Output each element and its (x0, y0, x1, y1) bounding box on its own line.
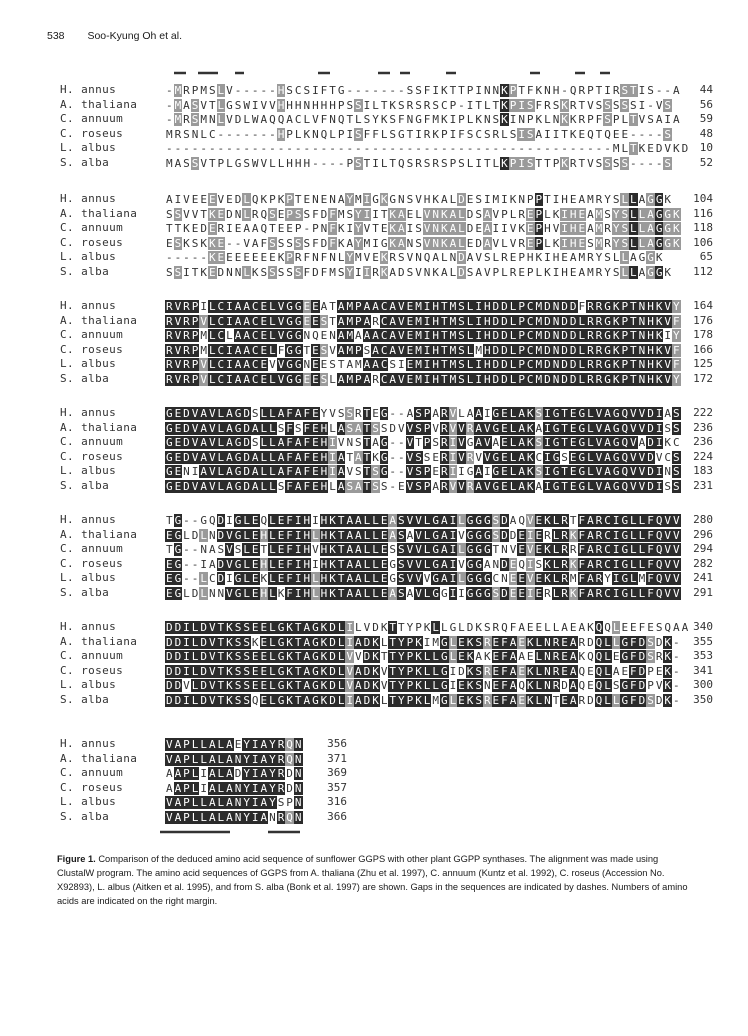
residue-count: 355 (693, 634, 713, 648)
species-name: L. albus (60, 795, 117, 808)
residue-count: 236 (693, 420, 713, 434)
species-name: C. roseus (60, 556, 124, 570)
residue-count: 350 (693, 692, 713, 706)
sequence: T G - - G Q D I G L E Q L E F I H I H K T A A L L E A S V V L G A I L G G G S D A Q V E K L R T F A R C I G L L F Q V V (165, 514, 680, 527)
species-name: H. annus (60, 406, 117, 419)
residue-count: 371 (327, 751, 347, 765)
species-name: L. albus (60, 571, 117, 584)
species-name: C. roseus (60, 780, 124, 794)
residue-count: 172 (693, 371, 713, 385)
residue-count: 366 (327, 809, 347, 823)
species-name: A. thaliana (60, 751, 138, 765)
residue-count: 231 (693, 478, 713, 492)
residue-count: 166 (693, 342, 713, 356)
residue-count: 282 (693, 556, 713, 570)
caption-text: Comparison of the deduced amino acid sequence of sunflower GGPS with other plant GGPP synthases. The alignment was made using ClustalW program. The amino acid sequences of GGPS from A. thaliana (Zhu et al. 1997), C. annuum (Kuntz et al. 1992), C. roseus (Accession No. X92893), L. albus (Aitken et al. 1995), and from S. alba (Bonk et al. 1997) are shown. Gaps in the sequences are indicated by dashes. Numbers of amino acids are indicated on the right margin. (57, 854, 688, 906)
sequence: T G - - N A S V S L E T L E F I H V H K T A A L L E S S V V L G A I L G G G T N V E V E K L R R F A R C I G L L F Q V V (165, 543, 680, 556)
residue-count: 356 (327, 737, 347, 750)
residue-count: 56 (699, 97, 713, 111)
residue-count: 183 (693, 464, 713, 477)
sequence: D D I L D V T K S S E E L G K T A G K D L V V D K T T Y P K L L G L E K A K E F A A E L N R E A K Q Q L E G F D S R K - (165, 650, 680, 663)
species-name: C. annuum (60, 328, 124, 341)
sequence: D D V L D V T K S S E E L G K T A G K D L V A D K V T Y P K L L G I E K S N E F A Q K L N R D A Q E Q L S G F D P V K - (165, 679, 680, 692)
species-name: L. albus (60, 141, 117, 154)
species-name: S. alba (60, 692, 110, 706)
caption-label: Figure 1. (57, 854, 96, 864)
residue-count: 369 (327, 766, 347, 779)
sequence: - - - - - - - - - - - - - - - - - - - - - - - - - - - - - - - - - - - - - - - - - - - - - - - - - - - - M L T K E D V K D (165, 142, 689, 155)
residue-count: 52 (699, 155, 713, 169)
sequence: E G - - L C D I G L E K L E F I H L H K T A A L L E G S V V V G A I L G G G C N E E V E K L R M F A R Y I G L M F Q V V (165, 572, 680, 585)
species-name: S. alba (60, 809, 110, 823)
species-name: H. annus (60, 620, 117, 633)
sequence: D D I L D V T K S S E E L G K T A G K D L V A D K V T Y P K L L G I D K S R E F A E K L N R E A Q E Q L A E F D P E K - (165, 664, 680, 678)
species-name: C. annuum (60, 435, 124, 448)
species-name: H. annus (60, 192, 117, 205)
residue-count: 341 (693, 663, 713, 677)
residue-count: 10 (699, 141, 713, 154)
sequence: E G L D L N D V G L E H L E F I H L H K T A A L L E A S A V L G A I V G G G S D D E I E R L R K F A R C I G L L F Q V V (165, 528, 680, 542)
species-name: L. albus (60, 357, 117, 370)
species-name: C. annuum (60, 766, 124, 779)
residue-count: 357 (327, 780, 347, 794)
sequence: A A P L I A L A D Y I A Y R D N (165, 767, 302, 780)
residue-count: 300 (693, 678, 713, 691)
residue-count: 106 (693, 235, 713, 249)
residue-count: 104 (693, 192, 713, 205)
species-name: S. alba (60, 585, 110, 599)
residue-count: 59 (699, 112, 713, 125)
species-name: S. alba (60, 155, 110, 169)
species-name: H. annus (60, 737, 117, 750)
figure-caption (57, 852, 697, 908)
sequence: G E N I A V L A G D A L L A F A F E H I A V S T S G - - V S P E R I I G A I G E L A K S I G T E G L V A G Q V V D I N S (165, 465, 680, 478)
species-name: C. annuum (60, 542, 124, 555)
species-name: C. roseus (60, 235, 124, 249)
species-name: A. thaliana (60, 97, 138, 111)
sequence: M A S S V T P L G S W V L L H H H - - - - P S T I L T Q S R S R S P S L I T L K P I S T T P K R T V S S S S - - - - S (165, 156, 672, 170)
sequence: R V R P V L C I A A C E V V G G N E E S T A M A A C S I E M I H T M S L I H D D L P C M D N D D L R R G K P T N H K V F (165, 358, 680, 371)
sequence: V A P L L A L A N Y I A N R Q N (165, 810, 302, 824)
species-name: A. thaliana (60, 527, 138, 541)
residue-count: 65 (699, 250, 713, 263)
residue-count: 118 (693, 221, 713, 234)
species-name: H. annus (60, 83, 117, 96)
species-name: H. annus (60, 299, 117, 312)
sequence: R V R P V L C I A A C E L V G G E E S L A M P A R C A V E M I H T M S L I H D D L P C M D N D D L R R G K P T N H K V Y (165, 372, 680, 386)
sequence: D D I L D V T K S S Q E L G K T A G K D L I A D K L T Y P K L M G L E K S R E F A E K L N T E A R D Q L L G F D S D K - (165, 693, 680, 707)
species-name: S. alba (60, 371, 110, 385)
sequence: S S I T K E D N N L K S S S S S F D F M S Y I I R K A D S V N K A L D S A V P L R E P L K I H E A M R Y S L L A G G K (165, 265, 672, 279)
species-name: A. thaliana (60, 206, 138, 220)
species-name: C. annuum (60, 221, 124, 234)
species-name: S. alba (60, 264, 110, 278)
sequence: V A P L L A L A N Y I A Y S P N (165, 796, 302, 809)
residue-count: 125 (693, 357, 713, 370)
residue-count: 224 (693, 449, 713, 463)
species-name: L. albus (60, 678, 117, 691)
sequence: V A P L L A L A E Y I A Y R Q N (165, 738, 302, 751)
residue-count: 116 (693, 206, 713, 220)
sequence: - M R P M S L V - - - - - H S C S I F T G - - - - - - - S S F I K T T P I N N K P T F K N H - Q R P T I R S T I S - - A (165, 84, 680, 97)
sequence: R V R P I L C I A A C E L V G G E E A T A M P A A C A V E M I H T M S L I H D D L P C M D N D D F R R G K P T N H K V Y (165, 300, 680, 313)
sequence: G E D V A V L A G D A L L S F A F E H L A S A T S S - E V S P A R V V R A V G E L A K A I G T E G L V A G Q V V D I S S (165, 479, 680, 493)
residue-count: 316 (327, 795, 347, 808)
page-number: 538 (47, 30, 65, 42)
sequence: E S K S K K E - - V A F S S S S S F D F K A Y M I G K A N S V N K A L E D A V L V R E P L K I H E S M R Y S L L A G G K (165, 236, 680, 250)
species-name: A. thaliana (60, 313, 138, 327)
species-name: C. roseus (60, 449, 124, 463)
residue-count: 48 (699, 126, 713, 140)
residue-count: 164 (693, 299, 713, 312)
sequence: S S V V T K E D N L R Q S E P S S F D F M S Y I I T K A E L V N K A L D S A V P L R E P L K I H E A M S Y S L L A G G K (165, 207, 680, 221)
sequence: G E D V A V L A G D A L L S F S F E H L A S A T S S D V V S P V R V V R A V G E L A K A I G T E G L V A G Q V V D I S S (165, 421, 680, 435)
species-name: S. alba (60, 478, 110, 492)
species-name: C. annuum (60, 649, 124, 662)
residue-count: 294 (693, 542, 713, 555)
residue-count: 296 (693, 527, 713, 541)
sequence: A A P L I A L A N Y I A Y R D N (165, 781, 302, 795)
species-name: A. thaliana (60, 420, 138, 434)
species-name: A. thaliana (60, 634, 138, 648)
residue-count: 112 (693, 264, 713, 278)
sequence: M R S N L C - - - - - - - H P L K N Q L P I S F F L S G T I R K P I F S C S R L S I S A I I T K E Q T Q E E - - - - S (165, 127, 672, 141)
sequence: G E D V A V L A G D S L L A F A F E Y V S S R T E G - - A S P A R V L A A I G E L A K S I G T E G L V A G Q V V D I A S (165, 407, 680, 420)
residue-count: 178 (693, 328, 713, 341)
sequence: G E D V A V L A G D A L L A F A F E H I A T A T K G - - V S S E R I V R V V G E L A K C I G S E G L V A G Q V V D V C S (165, 450, 680, 464)
residue-count: 222 (693, 406, 713, 419)
residue-count: 353 (693, 649, 713, 662)
sequence: - - - - - K E E E E E E E K P R F N F N L Y M V E K R S V N Q A L N D A V S L R E P H K I H E A M R Y S L L A G G K (165, 251, 663, 264)
sequence: G E D V A V L A G D S L L A F A F E H I V N S T A G - - V T P S R I V G A V A E L A K S I G T E G L V A G Q V A D I K C (165, 436, 680, 449)
sequence: D D I L D V T K S S K E L G K T A G K D L I A D K L T Y P K I M G L E K S R E F A E K L N R E A R D Q L L G F D S D K - (165, 635, 680, 649)
sequence: E G - - I A D V G L E H L E F I H I H K T A A L L E G S V V L G A I V G G A N D E Q I S K L R K F A R C I G L L F Q V V (165, 557, 680, 571)
residue-count: 291 (693, 585, 713, 599)
residue-count: 236 (693, 435, 713, 448)
residue-count: 44 (699, 83, 713, 96)
sequence: E G L D L N N V G L E H L K F I H L H K T A A L L E A S A V L G G I I G G G S D E E I E R L R K F A R C I G L L F Q V V (165, 586, 680, 600)
residue-count: 241 (693, 571, 713, 584)
species-name: L. albus (60, 250, 117, 263)
species-name: C. roseus (60, 663, 124, 677)
species-name: C. roseus (60, 342, 124, 356)
sequence: A I V E E E V E D L Q K P K P T E N E N A Y M I G K G N S V H K A L D E S I M I K N P P T I H E A M R Y S L L A G G K (165, 193, 672, 206)
species-name: C. roseus (60, 126, 124, 140)
sequence: R V R P M L C I A A C E L F G G T E S V A M P S A C A V E M I H T M S L M H D D L P C M D N D D L R R G K P T N H K V F (165, 343, 680, 357)
residue-count: 176 (693, 313, 713, 327)
species-name: L. albus (60, 464, 117, 477)
sequence: R V R P V L C I A A C E L V G G E E S T A M P A R C A V E M I H T M S L I H D D L P C M D N D D L R R G K P T N H K V F (165, 314, 680, 328)
species-name: C. annuum (60, 112, 124, 125)
species-name: H. annus (60, 513, 117, 526)
sequence: V A P L L A L A N Y I A Y R Q N (165, 752, 302, 766)
running-author: Soo-Kyung Oh et al. (87, 30, 183, 42)
sequence: R V R P M L C L A A C E L V G G N Q E N A M A A A C A V E M I H T M S L I H D D L P C M D N D D L R R G K P T N H K I Y (165, 329, 680, 342)
residue-count: 280 (693, 513, 713, 526)
residue-count: 340 (693, 620, 713, 633)
sequence: - M A S V T L G S W I V V H H H N H H H P S S I L T K S R S R S C P - I T L T K P I S F R S K R T V S S S S S I - V S (165, 98, 672, 112)
sequence: - M R S M N L V D L W A Q Q A C L V F N Q T L S Y K S F N G F M K I P L K N S K I N P K L N K K R P F S P L T V S A I A (165, 113, 680, 126)
sequence: D D I L D V T K S S E E L G K T A G K D L I L V D K T T Y P K L L G L D K S R Q F A E E L L A E A K Q Q L E E F E S Q A A (165, 621, 689, 634)
sequence: T T K E D E R I E A A Q T E E P - P N F K I Y V T E K A I S V N K A L D E A I I V K E P H V I H E A M R Y S L L A G G K (165, 222, 680, 235)
